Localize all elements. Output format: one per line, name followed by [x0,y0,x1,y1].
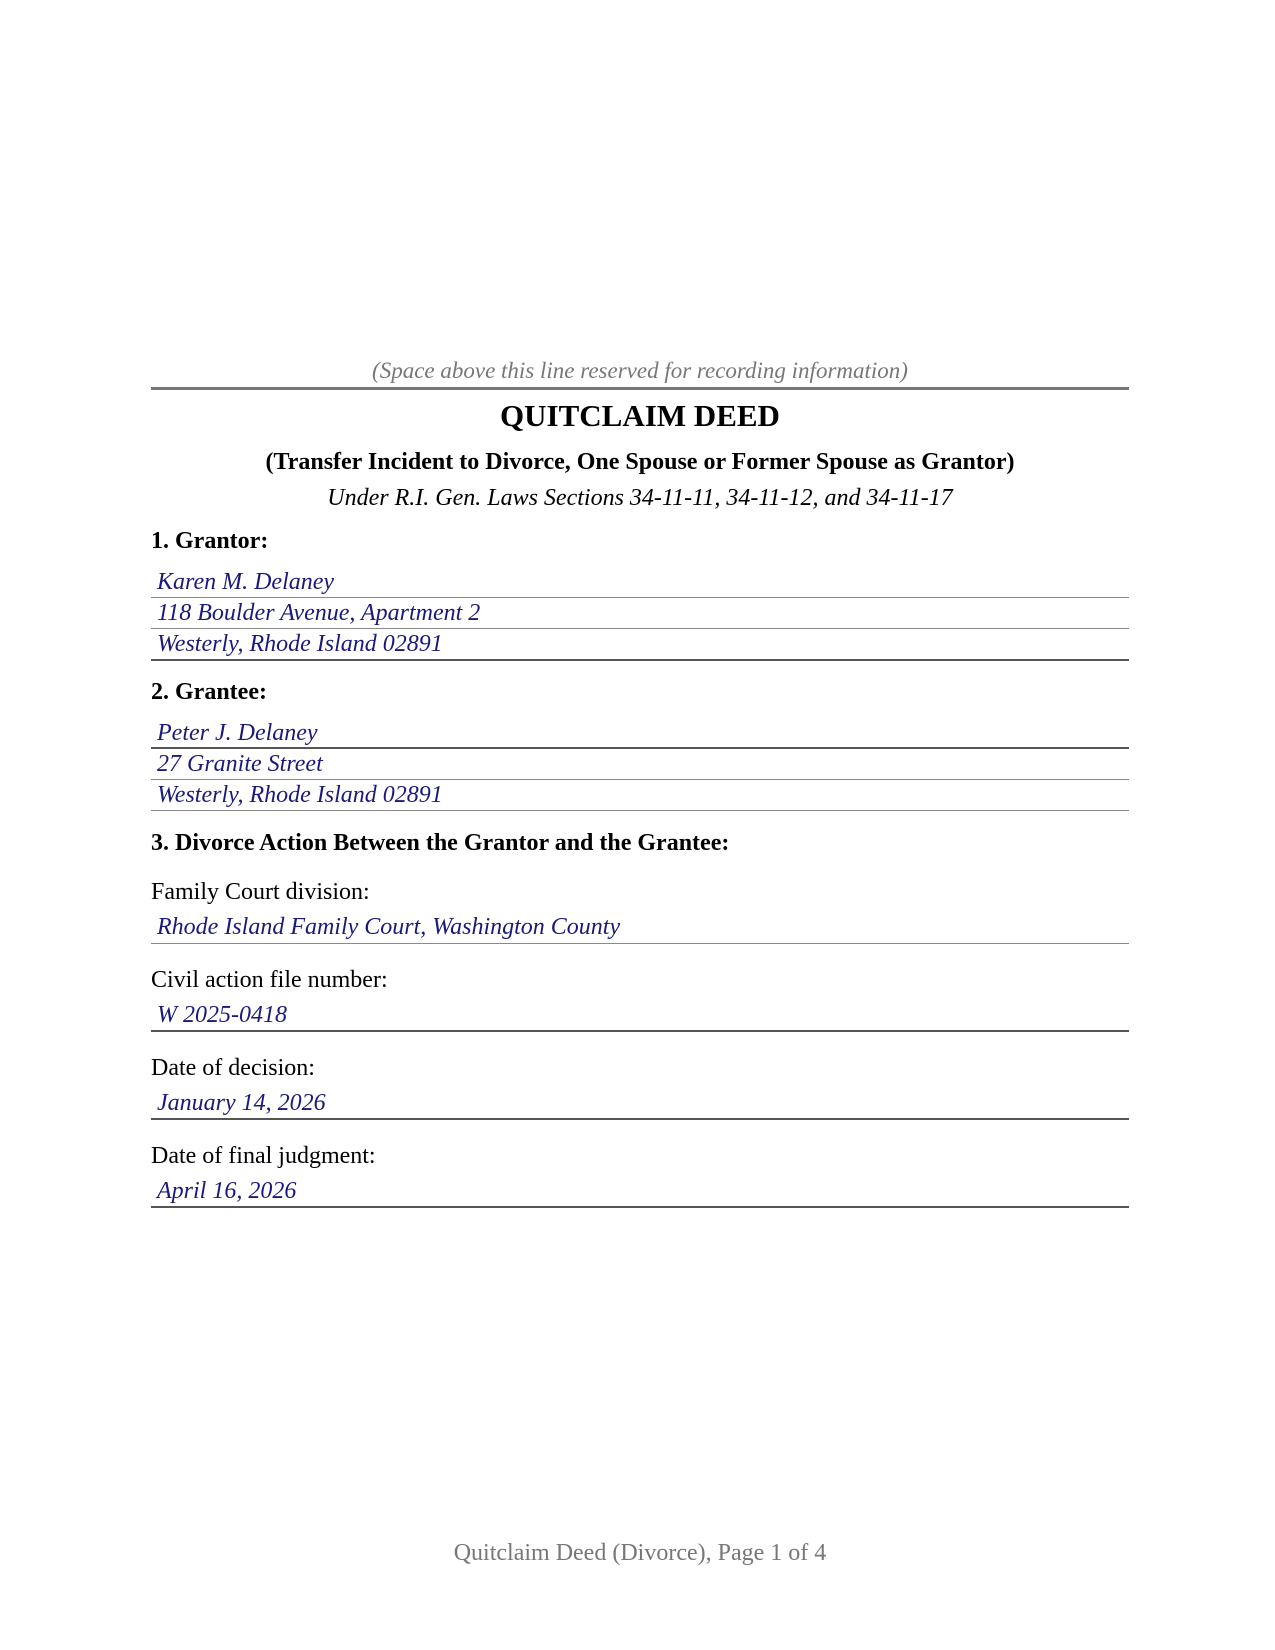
page-footer: Quitclaim Deed (Divorce), Page 1 of 4 [453,1540,827,1566]
recording-reserved-divider [151,387,1129,390]
grantee-field-block [151,718,1129,811]
final-judgment-label: Date of final judgment: [151,1143,376,1169]
grantor-city-field[interactable]: Westerly, Rhode Island 02891 [151,629,1129,661]
decision-date-underline [151,1118,1129,1120]
document-page [151,0,1129,1650]
document-subtitle: (Transfer Incident to Divorce, One Spouse or Former Spouse as Grantor) [265,449,1015,475]
grantor-field-block [151,567,1129,661]
file-number-label: Civil action file number: [151,967,388,993]
decision-date-field[interactable]: January 14, 2026 [157,1090,326,1116]
grantee-heading: 2. Grantee: [151,679,267,705]
document-title: QUITCLAIM DEED [500,398,780,433]
family-court-underline [151,943,1129,944]
final-judgment-underline [151,1206,1129,1208]
file-number-underline [151,1030,1129,1032]
grantor-heading: 1. Grantor: [151,528,269,554]
file-number-field[interactable]: W 2025-0418 [157,1002,287,1028]
recording-reserved-note: (Space above this line reserved for recording information) [372,358,908,383]
family-court-label: Family Court division: [151,879,370,905]
final-judgment-field[interactable]: April 16, 2026 [157,1178,297,1204]
divorce-action-heading: 3. Divorce Action Between the Grantor and the Grantee: [151,830,730,856]
grantee-street-field[interactable]: 27 Granite Street [151,749,1129,780]
family-court-field[interactable]: Rhode Island Family Court, Washington County [157,914,621,940]
statute-reference: Under R.I. Gen. Laws Sections 34-11-11, 34-11-12, and 34-11-17 [327,485,953,511]
grantee-city-field[interactable]: Westerly, Rhode Island 02891 [151,780,1129,811]
grantee-name-field[interactable]: Peter J. Delaney [151,718,1129,749]
grantor-street-field[interactable]: 118 Boulder Avenue, Apartment 2 [151,598,1129,629]
grantor-name-field[interactable]: Karen M. Delaney [151,567,1129,598]
decision-date-label: Date of decision: [151,1055,315,1081]
